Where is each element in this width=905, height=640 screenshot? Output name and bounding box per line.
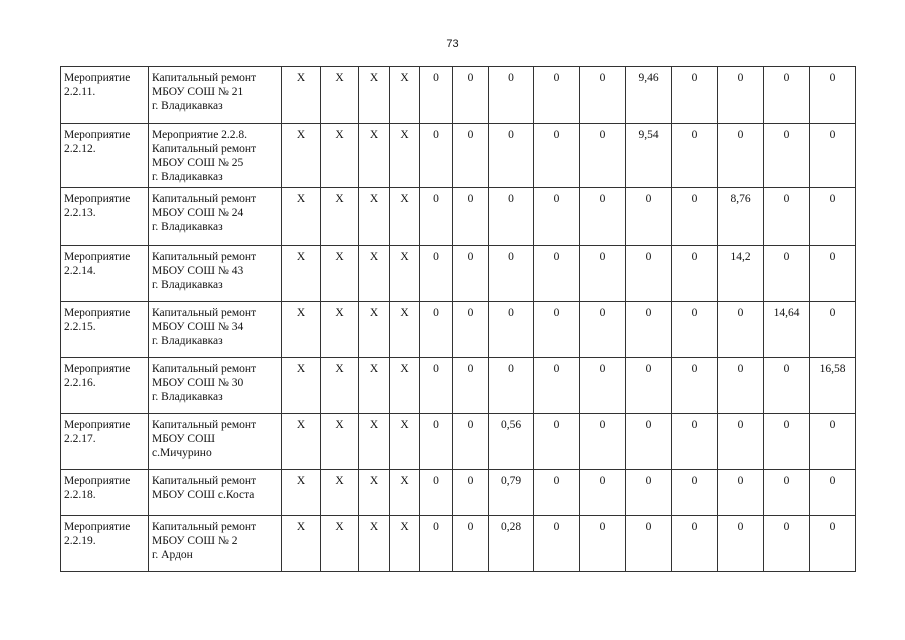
value-cell: 0 [810,414,856,470]
value-cell: 0 [534,124,580,188]
value-cell: 0 [626,516,672,572]
value-cell: Х [282,188,321,246]
value-cell: 0 [626,470,672,516]
value-cell: Х [390,470,420,516]
value-cell: 0 [453,302,489,358]
value-cell: 0 [420,516,453,572]
value-cell: 0 [453,246,489,302]
value-cell: 0 [489,67,534,124]
value-cell: 0 [810,516,856,572]
value-cell: 14,2 [718,246,764,302]
table-row [61,358,856,414]
activity-name-cell: Капитальный ремонт МБОУ СОШ № 34 г. Владикавказ [149,302,282,358]
value-cell: 0 [672,414,718,470]
value-cell: Х [359,414,390,470]
value-cell: 0 [764,124,810,188]
value-cell: Х [321,414,359,470]
activity-name-cell: Мероприятие 2.2.8. Капитальный ремонт МБОУ СОШ № 25 г. Владикавказ [149,124,282,188]
value-cell: 0 [764,358,810,414]
value-cell: 0 [626,188,672,246]
value-cell: 0 [453,516,489,572]
value-cell: 0 [453,67,489,124]
value-cell: 0 [626,358,672,414]
value-cell: 0 [672,188,718,246]
value-cell: Х [282,246,321,302]
value-cell: Х [321,67,359,124]
value-cell: 0 [672,470,718,516]
value-cell: 0 [534,67,580,124]
table-row [61,246,856,302]
value-cell: 0 [420,246,453,302]
value-cell: Х [282,302,321,358]
value-cell: Х [390,302,420,358]
value-cell: 0 [580,246,626,302]
page-number: 73 [446,38,459,50]
value-cell: 9,54 [626,124,672,188]
table-row [61,124,856,188]
value-cell: 0 [453,124,489,188]
value-cell: 0 [453,470,489,516]
value-cell: 0 [810,188,856,246]
activity-code-cell: Мероприятие 2.2.16. [61,358,149,414]
value-cell: 0 [764,516,810,572]
value-cell: 14,64 [764,302,810,358]
value-cell: 0 [453,414,489,470]
value-cell: 0 [420,188,453,246]
value-cell: 8,76 [718,188,764,246]
table-row [61,188,856,246]
value-cell: 0 [534,516,580,572]
value-cell: Х [390,358,420,414]
value-cell: 0 [580,302,626,358]
value-cell: 0 [580,67,626,124]
table-row [61,516,856,572]
value-cell: 0,56 [489,414,534,470]
value-cell: 0 [489,246,534,302]
value-cell: Х [390,414,420,470]
value-cell: 0,28 [489,516,534,572]
value-cell: 0 [453,358,489,414]
value-cell: Х [359,302,390,358]
value-cell: 0 [764,414,810,470]
value-cell: 0 [718,470,764,516]
value-cell: 16,58 [810,358,856,414]
value-cell: Х [390,188,420,246]
value-cell: 0 [764,188,810,246]
activity-code-cell: Мероприятие 2.2.12. [61,124,149,188]
value-cell: 0 [764,67,810,124]
value-cell: 0 [420,470,453,516]
value-cell: 0 [580,414,626,470]
value-cell: 0 [672,246,718,302]
table-row [61,470,856,516]
table-body [61,67,856,572]
value-cell: Х [282,516,321,572]
activity-code-cell: Мероприятие 2.2.11. [61,67,149,124]
table-row [61,414,856,470]
value-cell: 0 [420,414,453,470]
value-cell: 0 [672,516,718,572]
value-cell: 0 [420,124,453,188]
activity-code-cell: Мероприятие 2.2.17. [61,414,149,470]
value-cell: Х [390,246,420,302]
value-cell: 0 [718,414,764,470]
value-cell: Х [282,470,321,516]
value-cell: Х [390,516,420,572]
value-cell: 0 [420,67,453,124]
value-cell: 0 [626,302,672,358]
value-cell: Х [321,516,359,572]
program-table [60,66,856,572]
value-cell: 0,79 [489,470,534,516]
value-cell: 0 [580,124,626,188]
activity-name-cell: Капитальный ремонт МБОУ СОШ № 2 г. Ардон [149,516,282,572]
value-cell: 0 [626,414,672,470]
value-cell: 0 [534,470,580,516]
value-cell: 0 [810,470,856,516]
value-cell: Х [321,302,359,358]
value-cell: 0 [810,302,856,358]
value-cell: Х [282,414,321,470]
activity-code-cell: Мероприятие 2.2.13. [61,188,149,246]
activity-name-cell: Капитальный ремонт МБОУ СОШ с.Коста [149,470,282,516]
value-cell: 0 [672,67,718,124]
value-cell: 0 [420,302,453,358]
value-cell: 0 [718,302,764,358]
value-cell: 0 [489,188,534,246]
value-cell: Х [359,188,390,246]
activity-name-cell: Капитальный ремонт МБОУ СОШ № 30 г. Владикавказ [149,358,282,414]
value-cell: 0 [672,358,718,414]
value-cell: Х [321,124,359,188]
value-cell: 0 [810,67,856,124]
value-cell: 0 [672,302,718,358]
value-cell: Х [359,470,390,516]
activity-code-cell: Мероприятие 2.2.19. [61,516,149,572]
value-cell: 0 [718,516,764,572]
value-cell: 0 [626,246,672,302]
value-cell: Х [321,188,359,246]
value-cell: 0 [810,124,856,188]
activity-name-cell: Капитальный ремонт МБОУ СОШ № 43 г. Владикавказ [149,246,282,302]
value-cell: Х [282,67,321,124]
value-cell: 9,46 [626,67,672,124]
value-cell: 0 [672,124,718,188]
value-cell: Х [390,124,420,188]
table-row [61,302,856,358]
value-cell: Х [321,358,359,414]
value-cell: Х [390,67,420,124]
value-cell: 0 [764,246,810,302]
value-cell: 0 [718,67,764,124]
value-cell: 0 [718,124,764,188]
value-cell: Х [359,246,390,302]
value-cell: 0 [534,302,580,358]
value-cell: 0 [453,188,489,246]
activity-name-cell: Капитальный ремонт МБОУ СОШ № 24 г. Владикавказ [149,188,282,246]
value-cell: 0 [489,302,534,358]
value-cell: Х [282,358,321,414]
value-cell: 0 [489,124,534,188]
value-cell: 0 [810,246,856,302]
value-cell: 0 [534,358,580,414]
value-cell: Х [359,67,390,124]
value-cell: 0 [534,246,580,302]
activity-code-cell: Мероприятие 2.2.14. [61,246,149,302]
value-cell: 0 [718,358,764,414]
value-cell: 0 [580,516,626,572]
value-cell: Х [359,358,390,414]
value-cell: 0 [489,358,534,414]
activity-code-cell: Мероприятие 2.2.15. [61,302,149,358]
value-cell: 0 [580,358,626,414]
value-cell: Х [321,246,359,302]
value-cell: Х [282,124,321,188]
value-cell: Х [359,516,390,572]
value-cell: Х [359,124,390,188]
activity-code-cell: Мероприятие 2.2.18. [61,470,149,516]
activity-name-cell: Капитальный ремонт МБОУ СОШ с.Мичурино [149,414,282,470]
activity-name-cell: Капитальный ремонт МБОУ СОШ № 21 г. Владикавказ [149,67,282,124]
value-cell: 0 [764,470,810,516]
table-row [61,67,856,124]
value-cell: Х [321,470,359,516]
value-cell: 0 [580,470,626,516]
value-cell: 0 [534,188,580,246]
value-cell: 0 [534,414,580,470]
value-cell: 0 [580,188,626,246]
value-cell: 0 [420,358,453,414]
